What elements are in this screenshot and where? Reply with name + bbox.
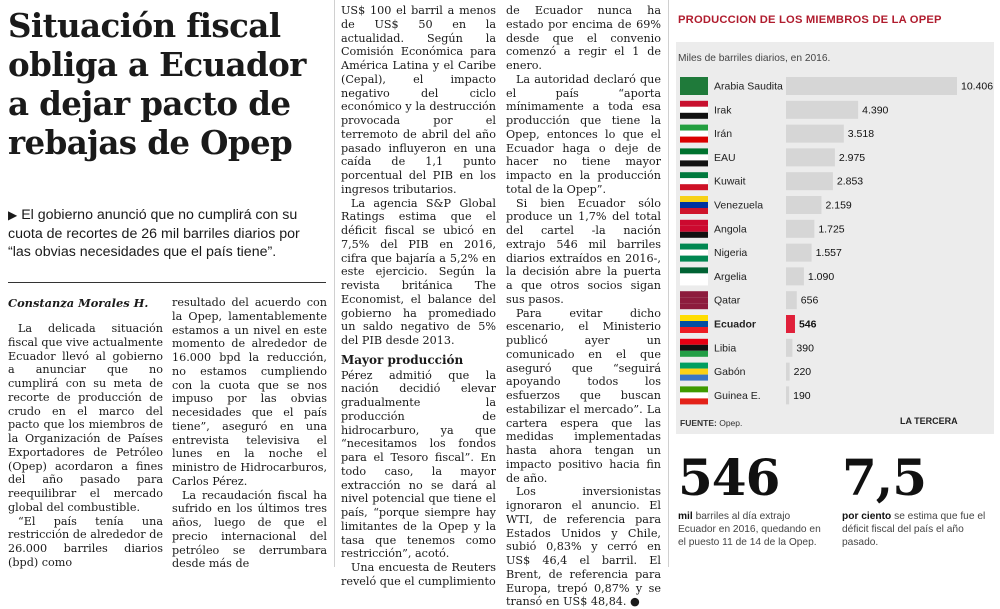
deck-text: El gobierno anunció que no cumplirá con su cuota de recortes de 26 mil barriles diarios por “las obvias necesidades que el país tiene”. [8,207,300,260]
bar [786,291,797,309]
flag-iraq-icon [680,101,708,119]
bar [786,339,792,357]
bar [786,244,812,262]
chart-row [680,220,845,238]
paragraph: de Ecuador nunca ha estado por encima de 69% desde que el convenio comenzó a regir el 1 de enero. [506,4,661,72]
chart-brand: LA TERCERA [900,416,958,426]
stat-text: barriles al día extrajo Ecuador en 2016, quedando en el puesto 11 de 14 de la Opep. [678,511,821,548]
bar [786,267,804,285]
flag-iran-icon [680,125,708,143]
stat-unit: por ciento [842,511,892,522]
paragraph: La autoridad declaró que el país “aporta mínimamente a toda esa producción que tiene la Opep, entonces lo que el Ecuador haga o deje de hacer no tiene mayor impacto en la producción total de la Opep”. [506,72,661,196]
chart-row [680,339,814,357]
category-label: Guinea E. [714,389,761,402]
flag-algeria-icon [680,267,708,285]
stat-text: se estima que fue el déficit fiscal del país el año pasado. [842,511,986,548]
value-label: 2.975 [838,151,866,164]
category-label: Ecuador [714,318,757,331]
category-label: Irán [714,128,733,141]
flag-equatorial-guinea-icon [680,386,708,404]
bar-chart [676,72,994,422]
flag-ecuador-icon [680,315,708,333]
chart-row [680,125,874,143]
chart-row [680,101,889,119]
chart-row [680,148,865,166]
chart-title: PRODUCCION DE LOS MIEMBROS DE LA OPEP [678,14,942,26]
paragraph: La delicada situación fiscal que vive actualmente Ecuador llevó al gobierno a anunciar que no cumplirá con su meta de recorte de producción de crudo en el marco del pacto que los miembros de la Organización de Países Exportadores de Petróleo (Opep) acordaron a fines del año pasado para reequilibrar el mercado global del combustible. [8,322,163,514]
value-label: 390 [796,342,814,355]
bar [786,196,821,214]
value-label: 220 [793,366,812,379]
bar [786,77,957,95]
flag-uae-icon [680,148,708,166]
triangle-bullet-icon: ▶ [8,208,18,222]
source-text: Opep. [719,418,743,428]
end-dot-icon: ● [626,595,640,609]
chart-source [680,418,742,428]
stat-caption [842,510,992,549]
flag-kuwait-icon [680,172,708,190]
category-label: Irak [714,104,732,117]
value-label: 546 [798,318,817,331]
source-label: FUENTE: [680,418,717,428]
value-label: 1.090 [807,270,835,283]
paragraph-text: Los inversionistas ignoraron el anuncio. El WTI, de referencia para Estados Unidos y Chile, subió 0,83% y cerró en US$ 46,4 el barril. El Brent, de referencia para Europa, trepó 0,87% y se transó en US$ 48,84. [506,485,661,609]
flag-gabon-icon [680,363,708,381]
flag-nigeria-icon [680,244,708,262]
paragraph: La agencia S&P Global Ratings estima que el déficit fiscal se ubicó en 7,5% del PIB en 2016, cifra que bajaría a 5,2% en este ejercicio. Según la revista británica The Economist, el balance del gobierno ha promediado un saldo negativo de 5% del PIB desde 2013. [341,196,496,347]
stat-caption [678,510,828,549]
value-label: 190 [793,389,811,402]
category-label: Qatar [714,294,741,307]
category-label: Argelia [714,270,747,283]
chart-row [680,172,863,190]
value-label: 1.557 [815,247,842,260]
bar [786,386,789,404]
category-label: Arabia Saudita [714,80,783,93]
stat-number: 546 [678,448,780,507]
deck [8,206,326,262]
flag-libya-icon [680,339,708,357]
flag-angola-icon [680,220,708,238]
bar [786,125,844,143]
stat-number: 7,5 [842,448,926,507]
paragraph: Pérez admitió que la nación decidió elevar gradualmente la producción de hidrocarburo, ya que “necesitamos los fondos para el Tesoro fiscal”. En todo caso, la mayor extracción no se dará al nivel potencial que tiene el país, “porque siempre hay limitantes de la Opep y la tasa que tenemos como restricción”, acotó. [341,368,496,561]
article-column-1 [8,322,163,570]
category-label: Angola [714,223,747,236]
bar [786,220,814,238]
article-column-3 [341,4,496,589]
column-rule [668,0,669,567]
value-label: 1.725 [818,223,845,236]
category-label: Gabón [714,366,746,379]
chart-row [680,291,818,309]
stat-unit: mil [678,511,693,522]
category-label: Venezuela [714,199,764,212]
category-label: EAU [714,151,736,164]
bar [786,315,795,333]
headline: Situación fiscal obliga a Ecuador a dejar pacto de rebajas de Opep [8,6,306,162]
flag-venezuela-icon [680,196,708,214]
chart-row [680,196,852,214]
bar [786,148,835,166]
paragraph: “El país tenía una restricción de alrededor de 26.000 barriles diarios (bpd) como [8,514,163,569]
chart-row [680,386,811,404]
value-label: 10.406 [961,80,994,93]
chart-row [680,315,817,333]
bar [786,363,790,381]
paragraph: La recaudación fiscal ha sufrido en los últimos tres años, luego de que el precio internacional del petróleo se derrumbara desde más de [172,488,327,571]
article-column-4 [506,4,661,609]
value-label: 4.390 [862,104,889,117]
chart-row [680,267,834,285]
chart-subtitle: Miles de barriles diarios, en 2016. [678,53,831,64]
category-label: Kuwait [714,175,746,188]
chart-row [680,244,842,262]
column-rule [334,0,335,567]
bar [786,172,833,190]
article-column-2 [172,296,327,571]
value-label: 3.518 [847,128,875,141]
value-label: 656 [800,294,819,307]
divider [8,282,326,283]
byline: Constanza Morales H. [8,296,149,310]
flag-saudi-arabia-icon [680,77,708,95]
paragraph: Para evitar dicho escenario, el Ministerio publicó ayer un comunicado en el que aseguró que “seguirá apoyando todos los esfuerzos que buscan estabilizar el mercado”. La cartera espera que las medidas implementadas hasta ahora tengan un impacto positivo hacia fin de año. [506,306,661,485]
category-label: Libia [714,342,737,355]
value-label: 2.159 [825,199,852,212]
paragraph: US$ 100 el barril a menos de US$ 50 en la actualidad. Según la Comisión Económica para América Latina y el Caribe (Cepal), el impacto negativo del ciclo económico y la destrucción provocada por el terremoto de abril del año pasado influyeron en una caída de 1,1 punto porcentual del PIB en los ingresos tributarios. [341,4,496,196]
flag-qatar-icon [680,291,708,309]
bar [786,101,858,119]
chart-row [680,363,811,381]
value-label: 2.853 [836,175,864,188]
paragraph: Una encuesta de Reuters reveló que el cumplimiento [341,561,496,588]
subheading: Mayor producción [341,352,464,367]
paragraph [506,485,661,609]
paragraph: resultado del acuerdo con la Opep, lamentablemente estamos a un nivel en este momento de alrededor de 16.000 bpd la reducción, no estamos cumpliendo con la cuota que se nos impuso por las obvias necesidades que el país tiene”, aseguró en una entrevista televisiva el lunes en la noche el ministro de Hidrocarburos, Carlos Pérez. [172,296,327,488]
category-label: Nigeria [714,247,748,260]
chart-row [680,77,993,95]
paragraph: Si bien Ecuador sólo produce un 1,7% del total del cartel -la nación extrajo 546 mil barriles diarios extraídos en 2016-, la decisión abre la puerta a que otros socios sigan sus pasos. [506,196,661,306]
